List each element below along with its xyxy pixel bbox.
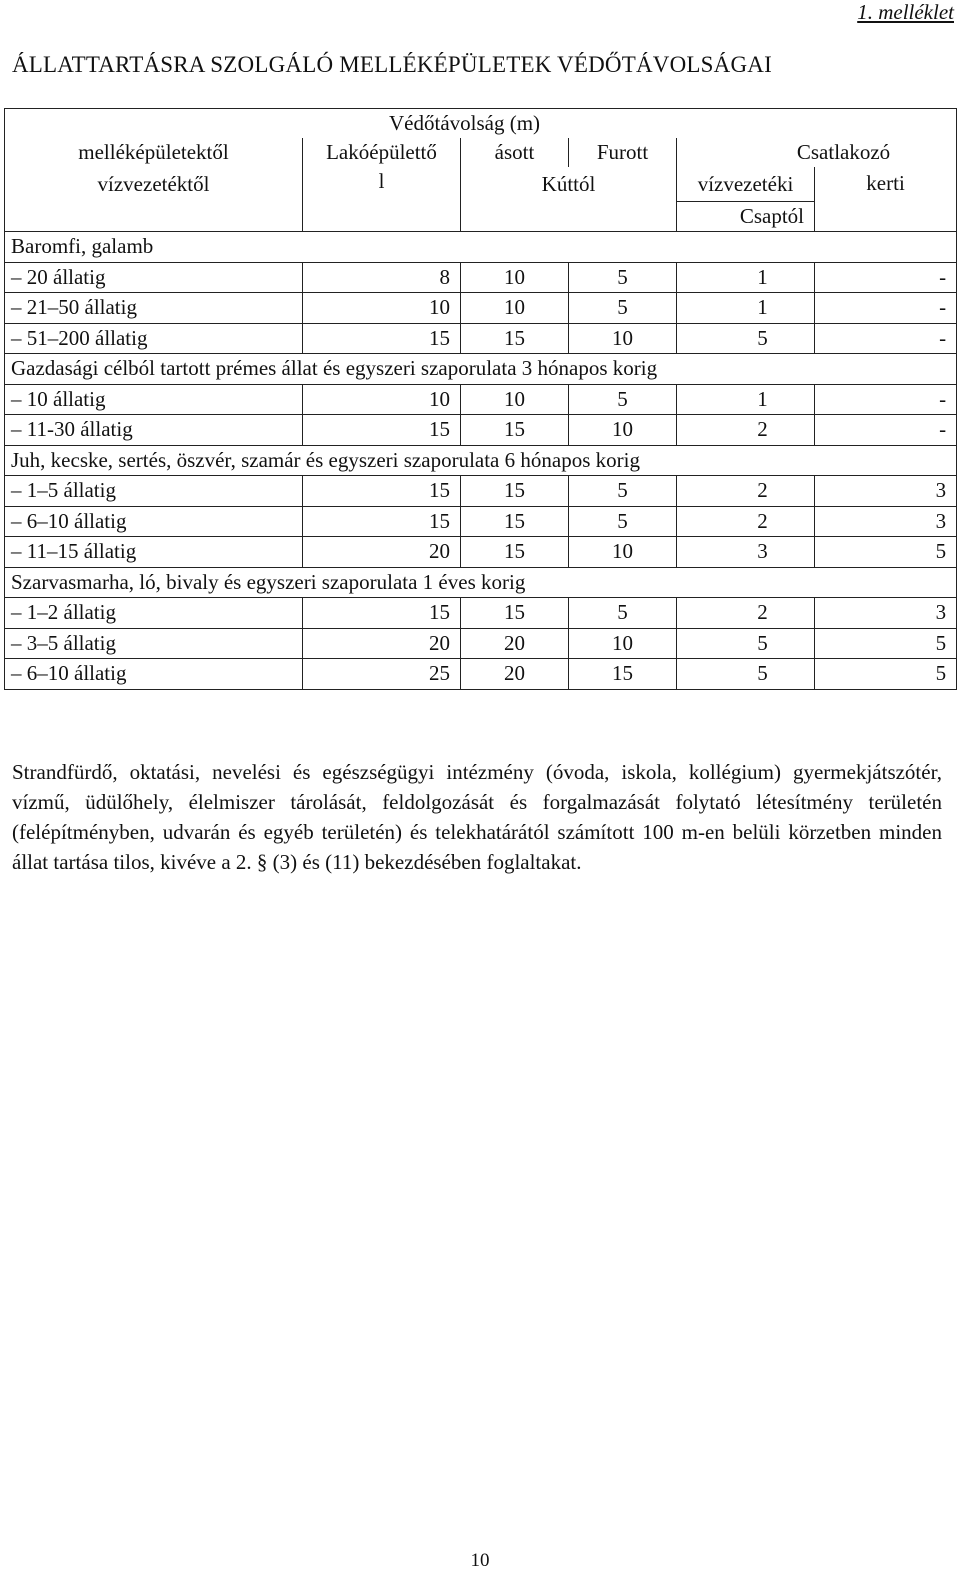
- table-row: [5, 628, 957, 659]
- connecting-header: Csatlakozó: [677, 138, 957, 167]
- value-cell: 15: [461, 537, 569, 568]
- table-row: [5, 323, 957, 354]
- value-cell: 3: [815, 476, 957, 507]
- header-row-4: [5, 202, 957, 232]
- group-row: [5, 232, 957, 263]
- value-cell: 1: [677, 262, 815, 293]
- page-number: 10: [470, 1550, 490, 1571]
- header-spacer-wells: [461, 202, 677, 232]
- value-cell: 5: [815, 659, 957, 690]
- wells-header: Kúttól: [461, 167, 677, 202]
- value-cell: 10: [569, 537, 677, 568]
- value-cell: 5: [569, 476, 677, 507]
- value-cell: 15: [569, 659, 677, 690]
- value-cell: 3: [815, 598, 957, 629]
- header-row-2: [5, 138, 957, 167]
- table-row: [5, 415, 957, 446]
- value-cell: 15: [303, 415, 461, 446]
- value-cell: 10: [569, 323, 677, 354]
- value-cell: 10: [461, 262, 569, 293]
- residential-header: [303, 138, 461, 232]
- value-cell: 1: [677, 384, 815, 415]
- value-cell: 15: [461, 598, 569, 629]
- header-spacer: [5, 202, 303, 232]
- value-cell: 2: [677, 506, 815, 537]
- value-cell: 2: [677, 415, 815, 446]
- value-cell: 5: [677, 659, 815, 690]
- value-cell: 5: [677, 628, 815, 659]
- distance-header: Védőtávolság (m): [5, 109, 957, 139]
- value-cell: 15: [461, 506, 569, 537]
- value-cell: -: [815, 415, 957, 446]
- value-cell: -: [815, 323, 957, 354]
- value-cell: 5: [569, 384, 677, 415]
- table-row: [5, 537, 957, 568]
- table-row: [5, 598, 957, 629]
- residential-line-2: l: [378, 169, 385, 193]
- group-title: Baromfi, galamb: [5, 232, 957, 263]
- value-cell: 5: [569, 262, 677, 293]
- row-label: – 11-30 állatig: [5, 415, 303, 446]
- row-label: – 21–50 állatig: [5, 293, 303, 324]
- value-cell: -: [815, 384, 957, 415]
- table-row: [5, 659, 957, 690]
- value-cell: 5: [815, 628, 957, 659]
- value-cell: -: [815, 262, 957, 293]
- from-buildings-header: melléképületektől: [5, 138, 303, 167]
- group-row: [5, 445, 957, 476]
- value-cell: 15: [303, 598, 461, 629]
- value-cell: 8: [303, 262, 461, 293]
- row-label: – 3–5 állatig: [5, 628, 303, 659]
- value-cell: 25: [303, 659, 461, 690]
- annex-label: 1. melléklet: [857, 0, 954, 24]
- value-cell: 15: [461, 323, 569, 354]
- distance-table: [4, 108, 957, 690]
- residential-line-1: Lakóépülettő: [326, 140, 437, 164]
- header-row-1: [5, 109, 957, 139]
- group-row: [5, 354, 957, 385]
- value-cell: 15: [303, 476, 461, 507]
- value-cell: 10: [303, 293, 461, 324]
- row-label: – 11–15 állatig: [5, 537, 303, 568]
- value-cell: 10: [569, 628, 677, 659]
- row-label: – 51–200 állatig: [5, 323, 303, 354]
- pipe-tap-header: vízvezetéki: [677, 167, 815, 202]
- table-row: [5, 262, 957, 293]
- value-cell: 10: [461, 293, 569, 324]
- rules-paragraph: Strandfürdő, oktatási, nevelési és egészségügyi intézmény (óvoda, iskola, kollégium) gyermekjátszótér, vízmű, üdülőhely, élelmiszer tárolását, feldolgozását és forgalmazását folytató létesítmény területén (felépítményben, udvarán és egyéb területén) és telekhatárától számított 100 m-en belüli körzetben minden állat tartása tilos, kivéve a 2. § (3) és (11) bekezdésében foglaltakat.: [12, 760, 942, 874]
- group-title: Gazdasági célból tartott prémes állat és egyszeri szaporulata 3 hónapos korig: [5, 354, 957, 385]
- drilled-header: Furott: [569, 138, 677, 167]
- group-row: [5, 567, 957, 598]
- value-cell: 20: [461, 659, 569, 690]
- pipe-tap-header-2: Csaptól: [677, 202, 815, 232]
- table-row: [5, 384, 957, 415]
- value-cell: 1: [677, 293, 815, 324]
- row-label: – 6–10 állatig: [5, 506, 303, 537]
- value-cell: 10: [569, 415, 677, 446]
- garden-header: kerti: [815, 167, 957, 232]
- row-label: – 20 állatig: [5, 262, 303, 293]
- row-label: – 6–10 állatig: [5, 659, 303, 690]
- value-cell: 5: [677, 323, 815, 354]
- value-cell: 5: [815, 537, 957, 568]
- table-row: [5, 293, 957, 324]
- group-title: Szarvasmarha, ló, bivaly és egyszeri szaporulata 1 éves korig: [5, 567, 957, 598]
- row-label: – 1–2 állatig: [5, 598, 303, 629]
- value-cell: 10: [461, 384, 569, 415]
- value-cell: 3: [677, 537, 815, 568]
- value-cell: 20: [303, 628, 461, 659]
- value-cell: 15: [461, 476, 569, 507]
- table-row: [5, 506, 957, 537]
- value-cell: 5: [569, 293, 677, 324]
- header-row-3: [5, 167, 957, 202]
- value-cell: -: [815, 293, 957, 324]
- value-cell: 20: [303, 537, 461, 568]
- value-cell: 20: [461, 628, 569, 659]
- row-label: – 10 állatig: [5, 384, 303, 415]
- from-pipes-header: vízvezetéktől: [5, 167, 303, 202]
- table-row: [5, 476, 957, 507]
- value-cell: 10: [303, 384, 461, 415]
- page-title: ÁLLATTARTÁSRA SZOLGÁLÓ MELLÉKÉPÜLETEK VÉDŐTÁVOLSÁGAI: [12, 52, 772, 77]
- value-cell: 2: [677, 476, 815, 507]
- dug-header: ásott: [461, 138, 569, 167]
- value-cell: 15: [303, 323, 461, 354]
- value-cell: 3: [815, 506, 957, 537]
- value-cell: 5: [569, 506, 677, 537]
- value-cell: 2: [677, 598, 815, 629]
- group-title: Juh, kecske, sertés, öszvér, szamár és egyszeri szaporulata 6 hónapos korig: [5, 445, 957, 476]
- row-label: – 1–5 állatig: [5, 476, 303, 507]
- value-cell: 15: [461, 415, 569, 446]
- value-cell: 15: [303, 506, 461, 537]
- value-cell: 5: [569, 598, 677, 629]
